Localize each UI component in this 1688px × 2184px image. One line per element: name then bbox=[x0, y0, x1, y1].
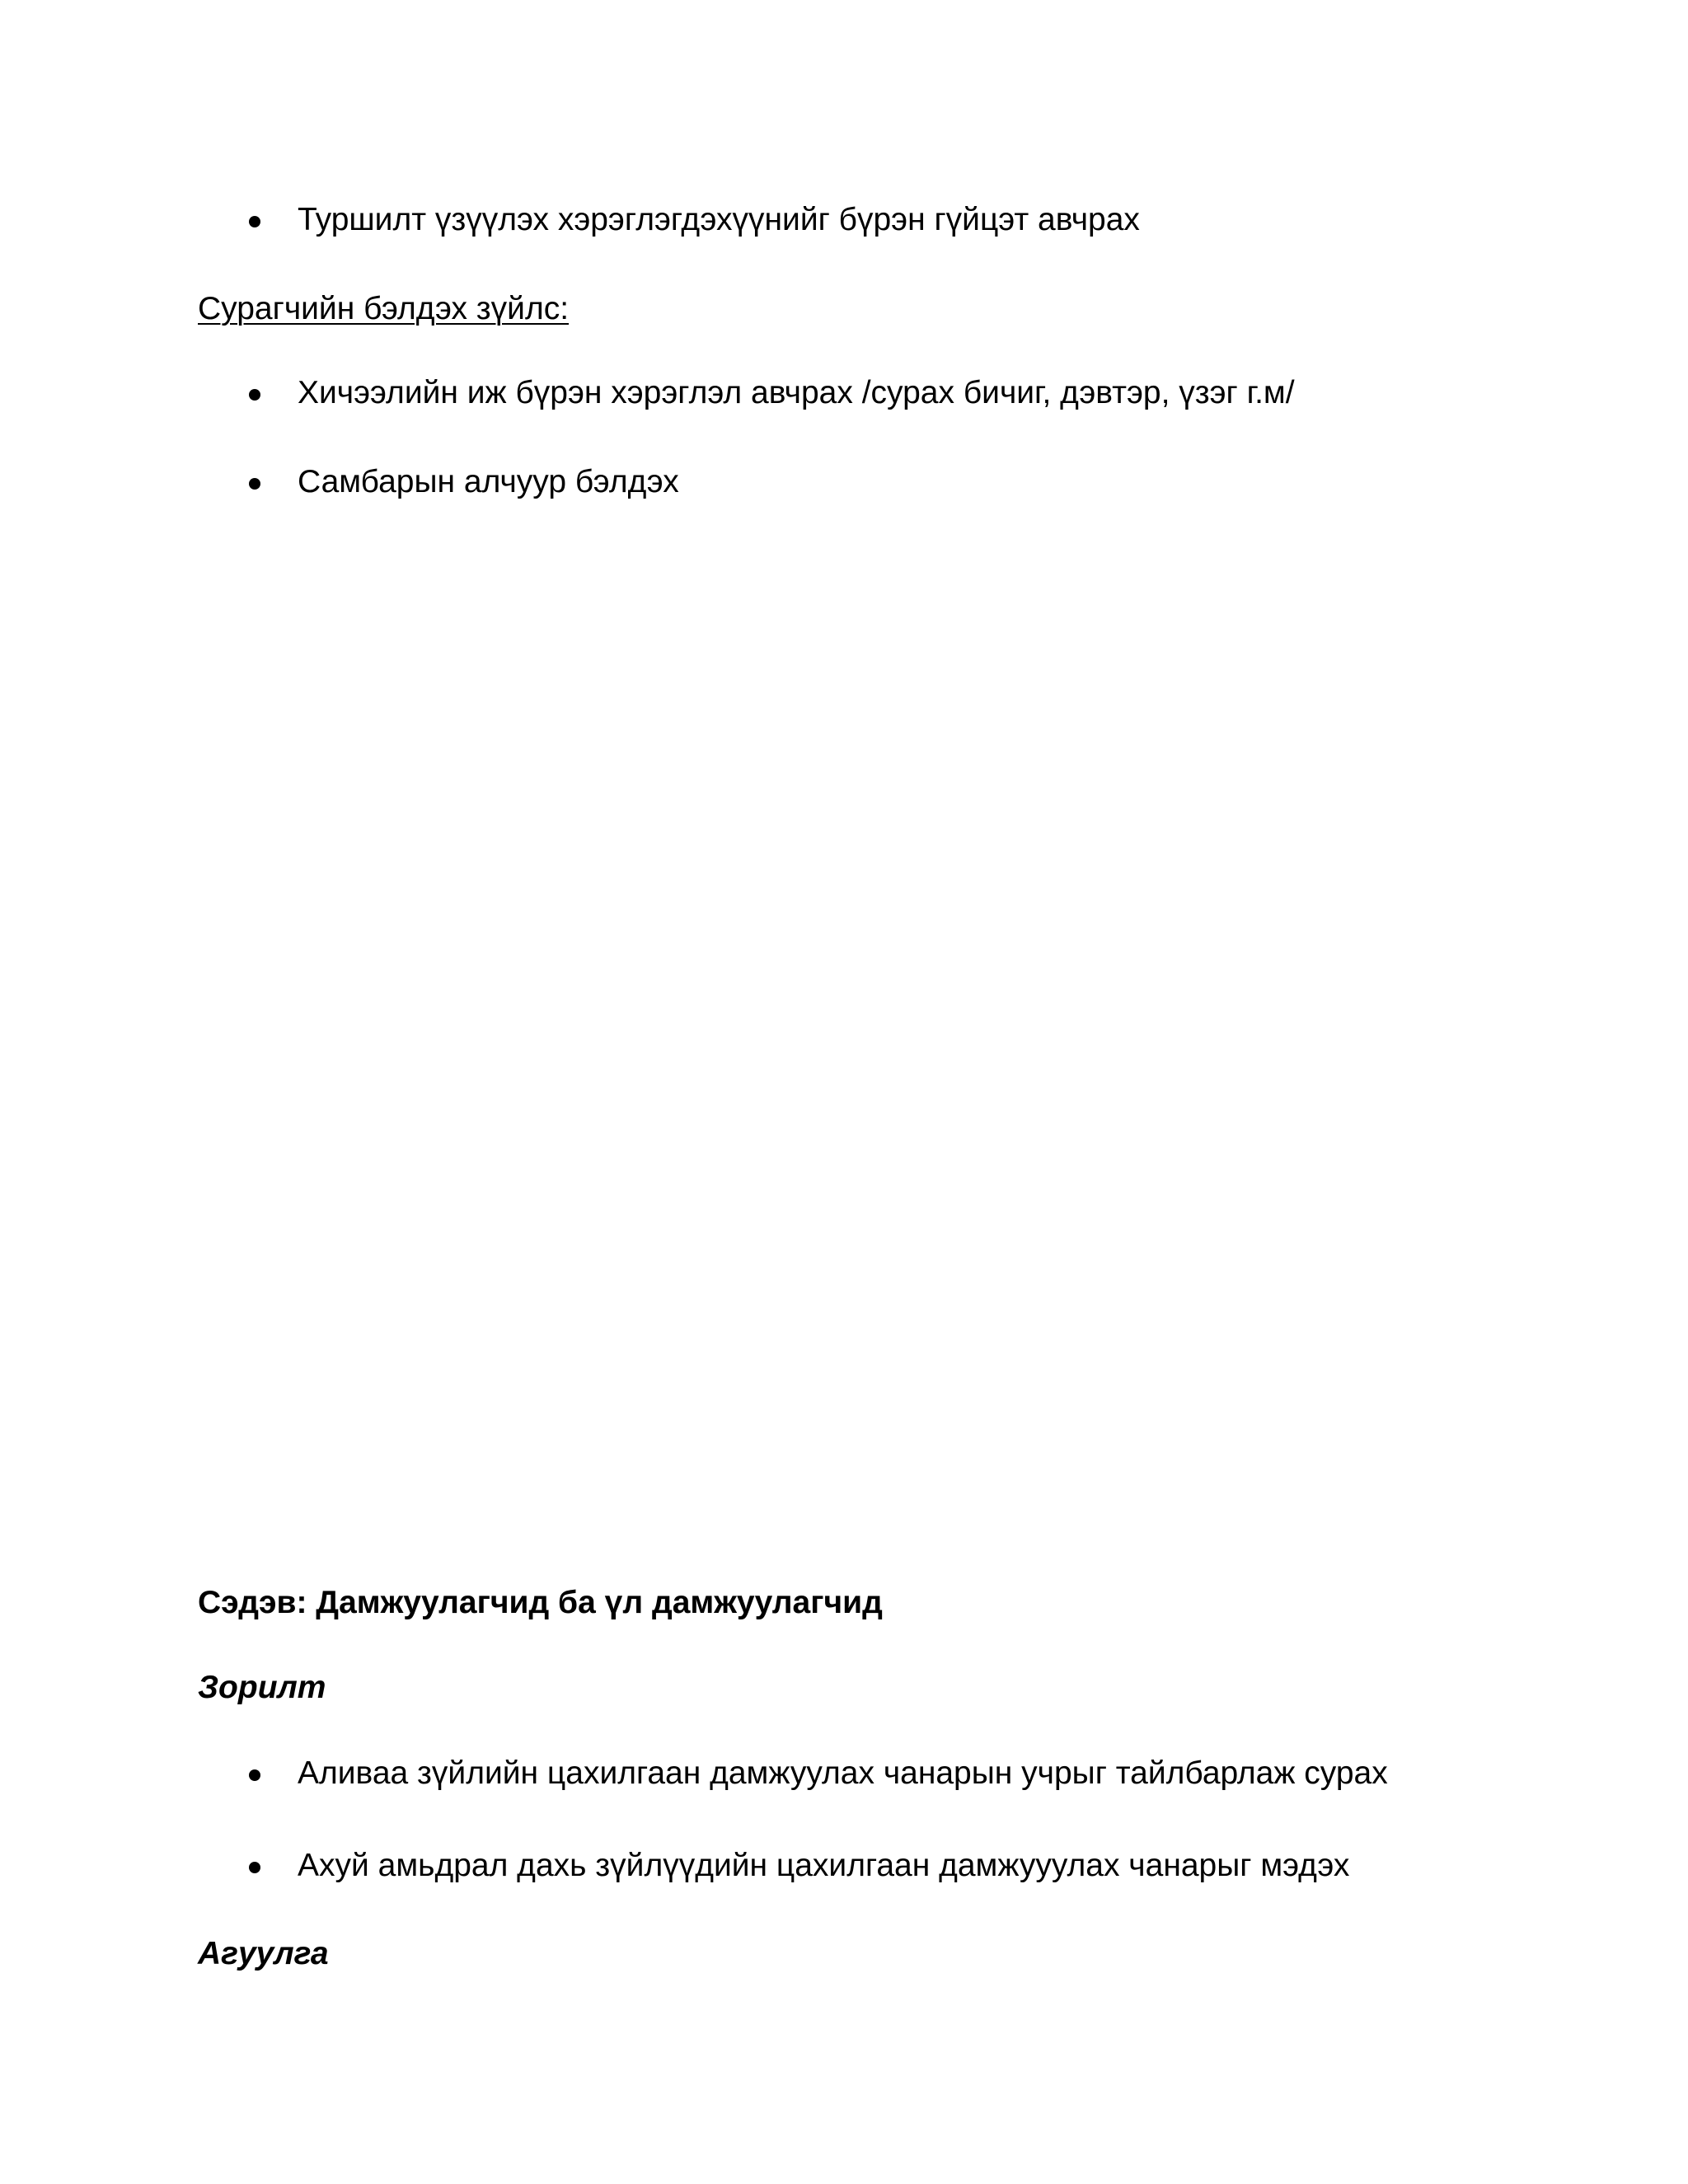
bullet-icon bbox=[249, 1769, 260, 1781]
list-item bbox=[0, 1845, 1688, 1886]
list-item-text: Самбарын алчуур бэлдэх bbox=[298, 464, 679, 499]
topic-title: Сэдэв: Дамжуулагчид ба үл дамжуулагчид bbox=[198, 1585, 883, 1620]
bullet-icon bbox=[249, 216, 260, 227]
bullet-icon bbox=[249, 389, 260, 401]
list-item-text: Хичээлийн иж бүрэн хэрэглэл авчрах /сурах бичиг, дэвтэр, үзэг г.м/ bbox=[298, 375, 1295, 410]
list-item bbox=[0, 462, 1688, 503]
student-prep-heading: Сурагчийн бэлдэх зүйлс: bbox=[198, 291, 570, 326]
bullet-icon bbox=[249, 478, 260, 490]
content-heading: Агуулга bbox=[198, 1936, 329, 1971]
list-item-text: Аливаа зүйлийн цахилгаан дамжуулах чанарын учрыг тайлбарлаж сурах bbox=[298, 1755, 1388, 1791]
list-item bbox=[0, 1753, 1688, 1794]
objective-heading: Зорилт bbox=[198, 1670, 326, 1705]
list-item bbox=[0, 199, 1688, 241]
bullet-icon bbox=[249, 1862, 260, 1873]
list-item bbox=[0, 373, 1688, 414]
list-item-text: Ахуй амьдрал дахь зүйлүүдийн цахилгаан дамжууулах чанарыг мэдэх bbox=[298, 1848, 1350, 1883]
list-item-text: Туршилт үзүүлэх хэрэглэгдэхүүнийг бүрэн гүйцэт авчрах bbox=[298, 202, 1140, 237]
